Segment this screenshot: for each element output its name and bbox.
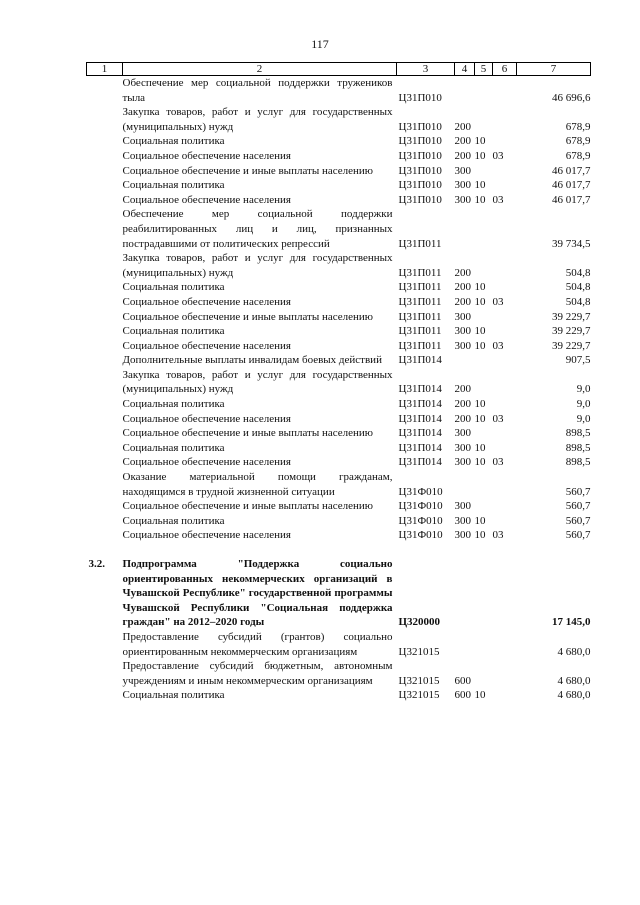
row-expense-type: 300	[454, 310, 471, 323]
row-amount: 4 680,0	[557, 689, 591, 702]
row-expense-type: 200	[454, 398, 471, 411]
header-col-6: 6	[493, 63, 517, 76]
row-amount: 678,9	[565, 149, 591, 162]
row-expense-type: 300	[454, 193, 471, 206]
row-subsection	[493, 207, 517, 251]
row-name: Обеспечение мер социальной поддержки тружеников тыла	[122, 77, 393, 104]
page-number: 117	[311, 37, 329, 51]
row-name: Социальное обеспечение и иные выплаты населению	[122, 427, 374, 440]
row-subsection	[493, 310, 517, 325]
row-name: Социальное обеспечение населения	[122, 529, 291, 542]
row-expense-type: 200	[454, 266, 471, 279]
row-section	[475, 76, 493, 106]
table-row	[87, 499, 591, 514]
row-subsection: 03	[492, 529, 504, 542]
row-number	[87, 134, 123, 149]
row-name: Социальная политика	[122, 281, 225, 294]
row-number	[87, 339, 123, 354]
table-row	[87, 528, 591, 543]
row-amount: 4 680,0	[557, 674, 591, 687]
row-expense-type: 300	[454, 339, 471, 352]
row-number	[87, 397, 123, 412]
table-row	[87, 353, 591, 368]
row-amount: 9,0	[576, 383, 591, 396]
row-subsection	[493, 280, 517, 295]
row-expense-type	[455, 557, 475, 630]
row-subsection	[493, 688, 517, 703]
row-subsection	[493, 164, 517, 179]
table-row	[87, 441, 591, 456]
row-amount: 504,8	[565, 281, 591, 294]
row-name: Социальная политика	[122, 689, 225, 702]
table-row	[87, 470, 591, 499]
row-name: Социальная политика	[122, 135, 225, 148]
table-row	[87, 310, 591, 325]
row-name: Социальное обеспечение населения	[122, 339, 291, 352]
row-section: 10	[474, 281, 486, 294]
row-subsection	[493, 324, 517, 339]
row-subsection: 03	[492, 456, 504, 469]
table-row	[87, 280, 591, 295]
header-col-1: 1	[87, 63, 123, 76]
row-amount: 907,5	[565, 354, 591, 367]
row-number	[87, 353, 123, 368]
table-row	[87, 164, 591, 179]
row-name: Социальная политика	[122, 441, 225, 454]
row-expense-type	[455, 630, 475, 659]
table-row	[87, 557, 591, 630]
table-row	[87, 688, 591, 703]
row-number	[87, 470, 123, 499]
row-target-code: Ц31П011	[398, 237, 442, 250]
row-number	[87, 528, 123, 543]
row-target-code: Ц31П014	[398, 427, 442, 440]
row-name: Подпрограмма "Поддержка социально ориентированных некоммерческих организаций в Чувашской Республике" государственной программы Чувашской Республики "Социальная поддержка граждан" на 2012–2020 годы	[122, 558, 393, 629]
row-expense-type	[455, 353, 475, 368]
row-amount: 39 229,7	[552, 325, 591, 338]
row-number	[87, 441, 123, 456]
row-subsection	[493, 134, 517, 149]
table-row	[87, 149, 591, 164]
table-row	[87, 105, 591, 134]
row-number	[87, 310, 123, 325]
row-amount: 678,9	[565, 120, 591, 133]
row-subsection	[493, 251, 517, 280]
row-target-code: Ц31П011	[398, 339, 442, 352]
row-section: 10	[474, 135, 486, 148]
row-subsection	[493, 499, 517, 514]
row-section	[475, 164, 493, 179]
row-target-code: Ц31П010	[398, 120, 442, 133]
row-target-code: Ц31П014	[398, 354, 442, 367]
row-subsection	[493, 630, 517, 659]
row-amount: 9,0	[576, 412, 591, 425]
row-name: Закупка товаров, работ и услуг для государственных (муниципальных) нужд	[122, 368, 393, 396]
row-number	[87, 207, 123, 251]
row-name: Социальное обеспечение населения	[122, 412, 291, 425]
row-name: Дополнительные выплаты инвалидам боевых действий	[122, 354, 382, 367]
row-expense-type: 200	[454, 120, 471, 133]
row-subsection: 03	[492, 295, 504, 308]
row-subsection: 03	[492, 339, 504, 352]
row-expense-type: 300	[454, 427, 471, 440]
row-number	[87, 688, 123, 703]
table-row	[87, 193, 591, 208]
row-subsection	[493, 426, 517, 441]
row-subsection	[493, 178, 517, 193]
row-section	[475, 470, 493, 499]
row-name: Обеспечение мер социальной поддержки реабилитированных лиц и лиц, признанных пострадавшими от политических репрессий	[122, 208, 393, 250]
row-section: 10	[474, 179, 486, 192]
row-name: Социальное обеспечение населения	[122, 149, 291, 162]
table-row	[87, 178, 591, 193]
row-section	[475, 499, 493, 514]
row-subsection: 03	[492, 149, 504, 162]
row-expense-type	[455, 207, 475, 251]
row-amount: 504,8	[565, 295, 591, 308]
row-amount: 46 017,7	[552, 164, 591, 177]
row-subsection	[493, 470, 517, 499]
row-name: Социальная политика	[122, 398, 225, 411]
row-target-code: Ц31П011	[398, 266, 442, 279]
table-row	[87, 630, 591, 659]
row-section: 10	[474, 456, 486, 469]
row-amount: 46 017,7	[552, 179, 591, 192]
row-target-code: Ц31П010	[398, 149, 442, 162]
row-target-code: Ц31Ф010	[398, 500, 443, 513]
row-target-code: Ц31П014	[398, 398, 442, 411]
row-expense-type	[455, 470, 475, 499]
row-number	[87, 76, 123, 106]
row-section: 10	[474, 529, 486, 542]
row-amount: 39 229,7	[552, 339, 591, 352]
row-section	[475, 207, 493, 251]
table-row	[87, 426, 591, 441]
row-expense-type: 300	[454, 529, 471, 542]
row-section: 10	[474, 339, 486, 352]
table-row	[87, 397, 591, 412]
table-row	[87, 207, 591, 251]
row-number	[87, 630, 123, 659]
row-expense-type: 300	[454, 325, 471, 338]
row-amount: 504,8	[565, 266, 591, 279]
row-section: 10	[474, 295, 486, 308]
row-expense-type: 200	[454, 281, 471, 294]
row-amount: 898,5	[565, 456, 591, 469]
row-target-code: Ц31Ф010	[398, 485, 443, 498]
row-name: Предоставление субсидий (грантов) социально ориентированным некоммерческим организациям	[122, 630, 393, 658]
row-number	[87, 659, 123, 688]
header-col-4: 4	[455, 63, 475, 76]
row-number	[87, 499, 123, 514]
row-number	[87, 149, 123, 164]
row-name: Социальное обеспечение и иные выплаты населению	[122, 500, 374, 513]
row-amount: 678,9	[565, 135, 591, 148]
row-amount: 17 145,0	[552, 616, 591, 629]
row-target-code: Ц31П011	[398, 281, 442, 294]
row-expense-type: 200	[454, 295, 471, 308]
row-amount: 560,7	[565, 529, 591, 542]
row-target-code: Ц31П014	[398, 441, 442, 454]
row-target-code: Ц31П010	[398, 135, 442, 148]
row-number	[87, 412, 123, 427]
row-subsection	[493, 353, 517, 368]
table-row	[87, 455, 591, 470]
row-name: Социальное обеспечение населения	[122, 193, 291, 206]
row-expense-type: 200	[454, 383, 471, 396]
table-row	[87, 134, 591, 149]
row-target-code: Ц31Ф010	[398, 514, 443, 527]
row-target-code: Ц31П010	[398, 164, 442, 177]
row-expense-type: 200	[454, 412, 471, 425]
row-section	[475, 426, 493, 441]
row-amount: 560,7	[565, 485, 591, 498]
row-target-code: Ц31П014	[398, 412, 442, 425]
row-number	[87, 455, 123, 470]
row-amount: 9,0	[576, 398, 591, 411]
row-number	[87, 193, 123, 208]
row-subsection	[493, 557, 517, 630]
row-expense-type: 300	[454, 179, 471, 192]
row-number	[87, 251, 123, 280]
row-number	[87, 368, 123, 397]
row-section: 10	[474, 689, 486, 702]
row-section	[475, 310, 493, 325]
row-amount: 560,7	[565, 514, 591, 527]
row-section	[475, 251, 493, 280]
row-section: 10	[474, 193, 486, 206]
row-target-code: Ц321015	[398, 689, 440, 702]
row-name: Социальная политика	[122, 514, 225, 527]
table-row	[87, 412, 591, 427]
row-target-code: Ц31Ф010	[398, 529, 443, 542]
row-name: Оказание материальной помощи гражданам, находящимся в трудной жизненной ситуации	[122, 471, 393, 498]
row-subsection: 03	[492, 412, 504, 425]
row-section	[475, 368, 493, 397]
row-target-code: Ц31П010	[398, 179, 442, 192]
row-amount: 898,5	[565, 427, 591, 440]
row-amount: 39 229,7	[552, 310, 591, 323]
row-subsection	[493, 368, 517, 397]
row-name: Социальное обеспечение и иные выплаты населению	[122, 310, 374, 323]
row-name: Социальное обеспечение населения	[122, 295, 291, 308]
table-row	[87, 514, 591, 529]
row-amount: 46 017,7	[552, 193, 591, 206]
row-section	[475, 557, 493, 630]
row-section	[475, 105, 493, 134]
header-row	[87, 63, 591, 76]
spacer-row	[87, 543, 591, 557]
row-section	[475, 630, 493, 659]
table-body	[87, 76, 591, 703]
row-number	[87, 280, 123, 295]
row-number	[87, 164, 123, 179]
header-col-3: 3	[397, 63, 455, 76]
row-target-code: Ц321015	[398, 645, 440, 658]
row-expense-type: 300	[454, 456, 471, 469]
table-row	[87, 659, 591, 688]
row-number	[87, 178, 123, 193]
row-section: 10	[474, 412, 486, 425]
row-section: 10	[474, 441, 486, 454]
row-name: Закупка товаров, работ и услуг для государственных (муниципальных) нужд	[122, 106, 393, 133]
row-expense-type: 300	[454, 164, 471, 177]
row-amount: 898,5	[565, 441, 591, 454]
row-expense-type: 200	[454, 135, 471, 148]
row-target-code: Ц320000	[398, 616, 441, 629]
row-target-code: Ц31П011	[398, 295, 442, 308]
row-number	[87, 295, 123, 310]
row-subsection	[493, 105, 517, 134]
row-section	[475, 353, 493, 368]
row-number: 3.2.	[88, 558, 105, 570]
row-subsection	[493, 659, 517, 688]
row-amount: 39 734,5	[552, 237, 591, 250]
row-section: 10	[474, 149, 486, 162]
table-row	[87, 339, 591, 354]
row-number	[87, 105, 123, 134]
row-name: Социальная политика	[122, 325, 225, 338]
row-target-code: Ц31П010	[398, 193, 442, 206]
row-target-code: Ц31П014	[398, 456, 442, 469]
row-target-code: Ц31П010	[398, 91, 442, 104]
row-section: 10	[474, 325, 486, 338]
row-number	[87, 514, 123, 529]
row-subsection: 03	[492, 193, 504, 206]
row-subsection	[493, 441, 517, 456]
row-subsection	[493, 76, 517, 106]
row-amount: 46 696,6	[552, 91, 591, 104]
row-expense-type: 600	[454, 674, 471, 687]
table-row	[87, 76, 591, 106]
row-expense-type: 200	[454, 149, 471, 162]
row-subsection	[493, 397, 517, 412]
row-number	[87, 324, 123, 339]
table-row	[87, 251, 591, 280]
row-target-code: Ц321015	[398, 674, 440, 687]
budget-table	[86, 62, 591, 703]
table-row	[87, 324, 591, 339]
row-name: Социальная политика	[122, 179, 225, 192]
header-col-7: 7	[517, 63, 591, 76]
row-section	[475, 659, 493, 688]
row-expense-type: 300	[454, 441, 471, 454]
row-expense-type	[455, 76, 475, 106]
spacer-cell	[87, 543, 591, 557]
row-name: Закупка товаров, работ и услуг для государственных (муниципальных) нужд	[122, 252, 393, 279]
row-target-code: Ц31П014	[398, 383, 442, 396]
table-header	[87, 63, 591, 76]
row-subsection	[493, 514, 517, 529]
row-section: 10	[474, 514, 486, 527]
row-section: 10	[474, 398, 486, 411]
table-row	[87, 295, 591, 310]
row-target-code: Ц31П011	[398, 325, 442, 338]
row-expense-type: 300	[454, 514, 471, 527]
row-target-code: Ц31П011	[398, 310, 442, 323]
row-expense-type: 600	[454, 689, 471, 702]
header-col-2: 2	[123, 63, 397, 76]
header-col-5: 5	[475, 63, 493, 76]
table-row	[87, 368, 591, 397]
row-amount: 4 680,0	[557, 645, 591, 658]
row-amount: 560,7	[565, 500, 591, 513]
row-number	[87, 426, 123, 441]
row-expense-type: 300	[454, 500, 471, 513]
row-name: Предоставление субсидий бюджетным, автономным учреждениям и иным некоммерческим организациям	[122, 660, 393, 687]
row-name: Социальное обеспечение населения	[122, 456, 291, 469]
row-name: Социальное обеспечение и иные выплаты населению	[122, 164, 374, 177]
